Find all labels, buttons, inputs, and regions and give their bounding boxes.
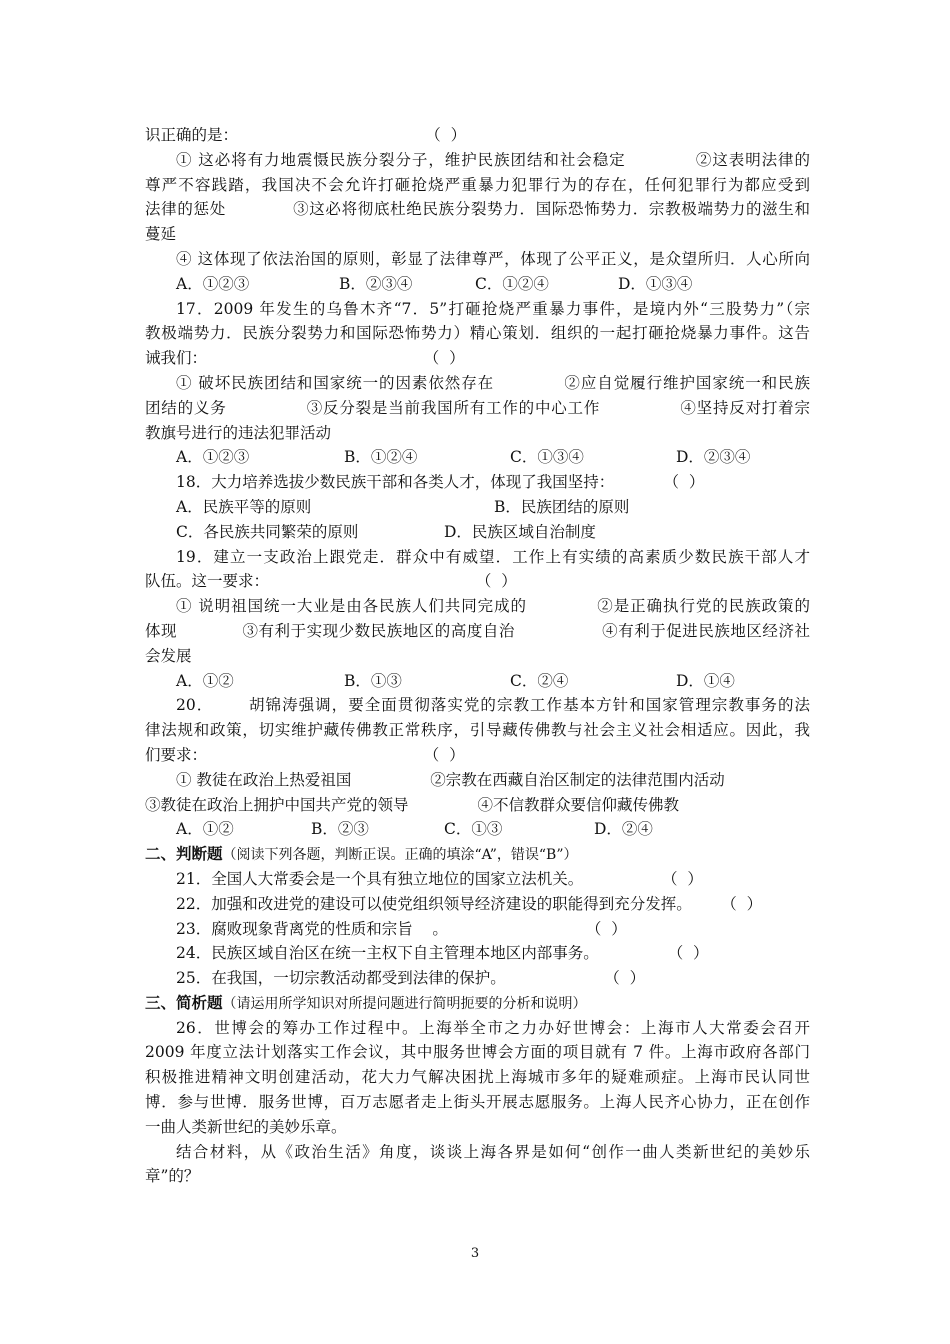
option-b: B．民族团结的原则: [494, 497, 630, 516]
q19-statement-line: 体现 ③有利于实现少数民族地区的高度自治 ④有利于促进民族地区经济社: [145, 621, 810, 640]
q18-stem: 18．大力培养选拔少数民族干部和各类人才，体现了我国坚持： （ ）: [176, 473, 705, 492]
option-c: C．①②④: [475, 274, 549, 293]
q20-options: [145, 817, 810, 842]
section-heading-analysis: [145, 991, 810, 1016]
option-c: C．②④: [510, 671, 569, 690]
page-content: [145, 123, 810, 1189]
q16-statement-line: ① 这必将有力地震慑民族分裂分子，维护民族团结和社会稳定 ②这表明法律的: [176, 150, 810, 169]
q16-options: [145, 272, 810, 297]
option-c: C．①③④: [510, 448, 584, 467]
q26-question-line: 章”的？: [145, 1167, 200, 1186]
q18-options-row: [145, 520, 810, 545]
option-d: D．②③④: [676, 448, 751, 467]
q26-material-line: 博．参与世博．服务世博，百万志愿者走上街头开展志愿服务。上海人民齐心协力，正在创作: [145, 1093, 810, 1112]
option-d: D．民族区域自治制度: [444, 522, 596, 541]
option-a: A．①②③: [176, 448, 250, 467]
option-d: D．①③④: [618, 274, 693, 293]
q19-statement-line: ① 说明祖国统一大业是由各民族人们共同完成的 ②是正确执行党的民族政策的: [176, 597, 810, 616]
option-a: A．①②: [176, 671, 234, 690]
q16-statement-line: 尊严不容践踏，我国决不会允许打砸抢烧严重暴力犯罪行为的存在，任何犯罪行为都应受到: [145, 175, 810, 194]
option-a: A．①②: [176, 820, 234, 839]
option-b: B．①③: [344, 671, 402, 690]
q26-material-line: 一曲人类新世纪的美妙乐章。: [145, 1117, 347, 1136]
q21: 21．全国人大常委会是一个具有独立地位的国家立法机关。 （ ）: [176, 869, 703, 888]
option-a: A．民族平等的原则: [176, 497, 312, 516]
option-b: B．①②④: [344, 448, 418, 467]
q17-stem-line: 17．2009 年发生的乌鲁木齐“7．5”打砸抢烧严重暴力事件，是境内外“三股势力”（宗: [176, 299, 810, 318]
q26-material-line: 26．世博会的筹办工作过程中。上海举全市之力办好世博会：上海市人大常委会召开: [176, 1018, 810, 1037]
q26-material-line: 积极推进精神文明创建活动，花大力气解决困扰上海城市多年的疑难顽症。上海市民认同世: [145, 1068, 810, 1087]
q17-stem-line: 教极端势力．民族分裂势力和国际恐怖势力）精心策划．组织的一起打砸抢烧暴力事件。这告: [145, 324, 810, 343]
q24: 24．民族区域自治区在统一主权下自主管理本地区内部事务。 （ ）: [176, 944, 709, 963]
q22: 22．加强和改进党的建设可以使党组织领导经济建设的职能得到充分发挥。 （ ）: [176, 894, 763, 913]
q17-statement-line: 团结的义务 ③反分裂是当前我国所有工作的中心工作 ④坚持反对打着宗: [145, 398, 810, 417]
q17-options: [145, 445, 810, 470]
section-instructions: （请运用所学知识对所提问题进行简明扼要的分析和说明）: [222, 995, 587, 1012]
section-heading-judgement: [145, 842, 810, 867]
q16-statement-line: ④ 这体现了依法治国的原则，彰显了法律尊严，体现了公平正义，是众望所归．人心所向: [176, 249, 810, 268]
q25: 25．在我国，一切宗教活动都受到法律的保护。 （ ）: [176, 969, 646, 988]
option-d: D．②④: [594, 820, 653, 839]
q20-stem-line: 20． 胡锦涛强调，要全面贯彻落实党的宗教工作基本方针和国家管理宗教事务的法: [176, 696, 810, 715]
q19-stem-line: 19．建立一支政治上跟党走．群众中有威望．工作上有实绩的高素质少数民族干部人才: [176, 547, 810, 566]
q17-statement-line: ① 破坏民族团结和国家统一的因素依然存在 ②应自觉履行维护国家统一和民族: [176, 373, 810, 392]
page-number: 3: [470, 1246, 480, 1261]
q19-options: [145, 669, 810, 694]
option-b: B．②③④: [339, 274, 413, 293]
section-title: 三、简析题: [145, 992, 223, 1012]
q16-stem-end: 识正确的是： （ ）: [145, 126, 467, 144]
q26-question-line: 结合材料，从《政治生活》角度，谈谈上海各界是如何“创作一曲人类新世纪的美妙乐: [176, 1142, 810, 1161]
q19-statement-line: 会发展: [145, 646, 192, 665]
option-d: D．①④: [676, 671, 735, 690]
q26-material-line: 2009 年度立法计划落实工作会议，其中服务世博会方面的项目就有 7 件。上海市政府各部门: [145, 1043, 810, 1062]
q16-statement-line: 法律的惩处 ③这必将彻底杜绝民族分裂势力．国际恐怖势力．宗教极端势力的滋生和: [145, 200, 810, 219]
option-c: C．各民族共同繁荣的原则: [176, 522, 359, 541]
q20-statement-line: ③教徒在政治上拥护中国共产党的领导 ④不信教群众要信仰藏传佛教: [145, 795, 679, 814]
q19-stem-line: 队伍。这一要求： （ ）: [145, 572, 517, 591]
q20-stem-line: 律法规和政策，切实维护藏传佛教正常秩序，引导藏传佛教与社会主义社会相适应。因此，我: [145, 721, 810, 740]
q18-options-row: [145, 495, 810, 520]
section-instructions: （阅读下列各题，判断正误。正确的填涂“A”，错误“B”）: [222, 847, 578, 864]
q20-stem-line: 们要求： （ ）: [145, 745, 465, 764]
option-c: C．①③: [444, 820, 503, 839]
option-b: B．②③: [311, 820, 369, 839]
q23: 23．腐败现象背离党的性质和宗旨 。 （ ）: [176, 919, 627, 938]
q20-statement-line: ① 教徒在政治上热爱祖国 ②宗教在西藏自治区制定的法律范围内活动: [176, 770, 725, 789]
q17-stem-line: 诫我们： （ ）: [145, 349, 465, 368]
q17-statement-line: 教旗号进行的违法犯罪活动: [145, 423, 332, 442]
section-title: 二、判断题: [145, 844, 223, 864]
q16-statement-line: 蔓延: [145, 225, 177, 244]
option-a: A．①②③: [176, 274, 250, 293]
